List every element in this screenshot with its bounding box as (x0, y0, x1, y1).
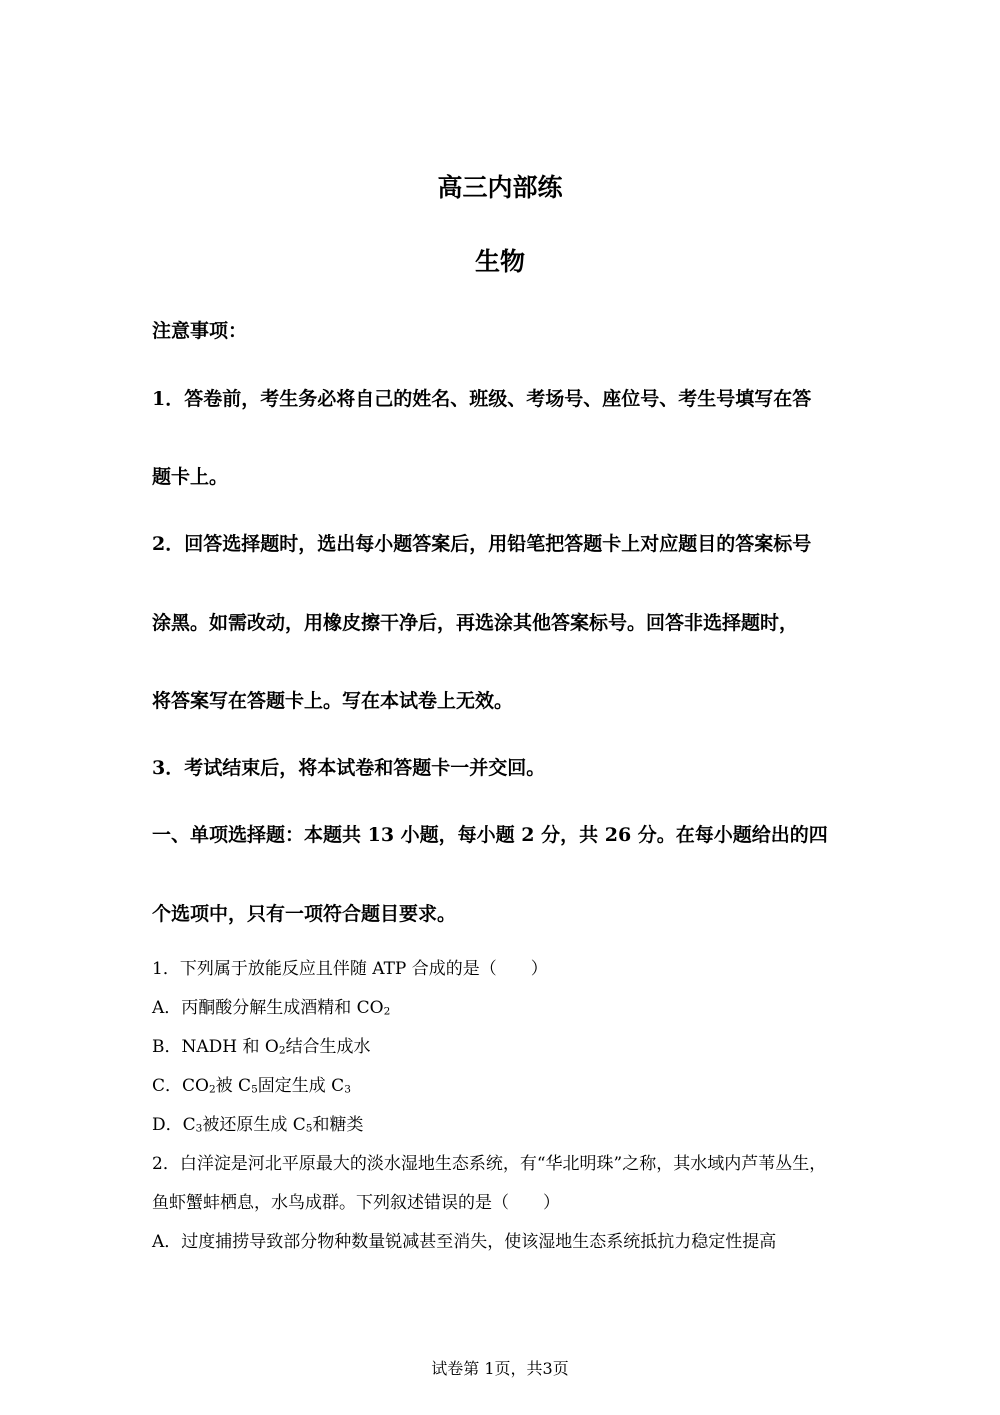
question-1-option-c: C．CO2被 C5固定生成 C3 (152, 1076, 351, 1096)
notice-item-1-line-2: 题卡上。 (152, 466, 229, 488)
question-2-option-a: A．过度捕捞导致部分物种数量锐减甚至消失，使该湿地生态系统抵抗力稳定性提高 (152, 1232, 777, 1252)
notice-item-3: 3．考试结束后，将本试卷和答题卡一并交回。 (152, 757, 546, 779)
exam-title: 高三内部练 (437, 173, 563, 202)
notice-heading: 注意事项： (152, 320, 248, 342)
notice-item-1-line-1: 1．答卷前，考生务必将自己的姓名、班级、考场号、座位号、考生号填写在答 (152, 388, 812, 410)
question-1-option-a: A．丙酮酸分解生成酒精和 CO2 (152, 998, 391, 1018)
notice-item-2-line-3: 将答案写在答题卡上。写在本试卷上无效。 (152, 690, 514, 712)
subject-title: 生物 (474, 247, 525, 276)
question-2-stem-line-2: 鱼虾蟹蚌栖息，水鸟成群。下列叙述错误的是（ ） (152, 1193, 560, 1213)
question-1-option-b: B．NADH 和 O2结合生成水 (152, 1037, 371, 1057)
notice-item-2-line-2: 涂黑。如需改动，用橡皮擦干净后，再选涂其他答案标号。回答非选择题时， (152, 612, 799, 634)
question-2-stem-line-1: 2．白洋淀是河北平原最大的淡水湿地生态系统，有“华北明珠”之称，其水域内芦苇丛生， (152, 1154, 827, 1174)
page-footer: 试卷第 1页，共3页 (431, 1359, 569, 1378)
section-1-heading-line-1: 一、单项选择题：本题共 13 小题，每小题 2 分，共 26 分。在每小题给出的四 (152, 824, 828, 846)
notice-item-2-line-1: 2．回答选择题时，选出每小题答案后，用铅笔把答题卡上对应题目的答案标号 (152, 533, 812, 555)
question-1-stem: 1．下列属于放能反应且伴随 ATP 合成的是（ ） (152, 959, 548, 979)
section-1-heading-line-2: 个选项中，只有一项符合题目要求。 (152, 903, 457, 925)
question-1-option-d: D．C3被还原生成 C5和糖类 (152, 1115, 364, 1135)
